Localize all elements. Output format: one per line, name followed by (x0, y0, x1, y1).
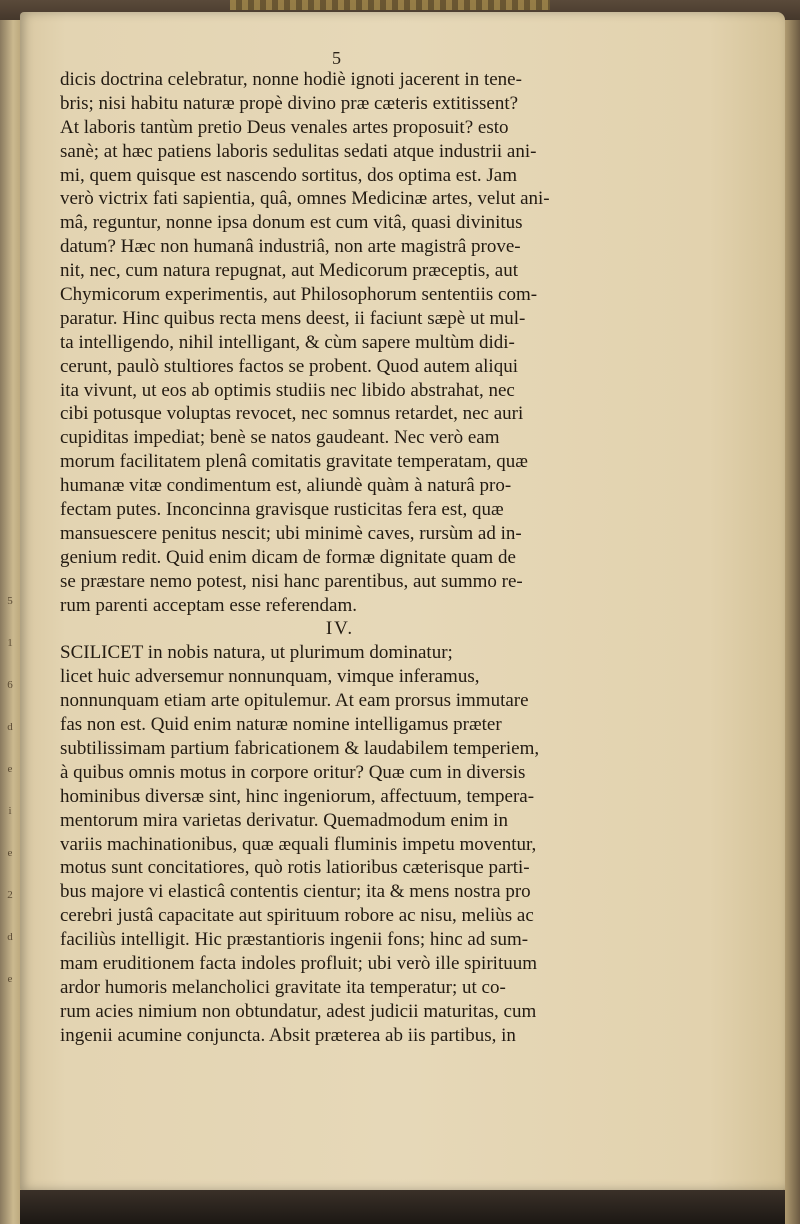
edge-mark: e (7, 973, 13, 985)
edge-mark: e (7, 847, 13, 859)
text-line: fas non est. Quid enim naturæ nomine intelligamus præter (60, 714, 502, 736)
edge-mark: i (8, 805, 12, 817)
edge-mark: 2 (7, 889, 13, 901)
edge-mark: 1 (7, 637, 13, 649)
text-line: se præstare nemo potest, nisi hanc parentibus, aut summo re- (60, 570, 523, 592)
text-line: mam eruditionem facta indoles profluit; ubi verò ille spirituum (60, 952, 538, 974)
text-line: rum acies nimium non obtundatur, adest judicii maturitas, cum (60, 1000, 537, 1022)
book-page (20, 12, 785, 1190)
text-line: cibi potusque voluptas revocet, nec somnus retardet, nec auri (60, 403, 524, 425)
text-line: Chymicorum experimentis, aut Philosophorum sententiis com- (60, 284, 538, 306)
text-line: licet huic adversemur nonnunquam, vimque inferamus, (60, 666, 480, 688)
text-line: fectam putes. Inconcinna gravisque rusticitas fera est, quæ (60, 499, 504, 521)
text-line: variis machinationibus, quæ æquali fluminis impetu moventur, (60, 833, 537, 855)
text-line: verò victrix fati sapientia, quâ, omnes Medicinæ artes, velut ani- (60, 188, 550, 210)
text-line: mentorum mira varietas derivatur. Quemadmodum enim in (60, 809, 508, 831)
facing-page-edge (0, 20, 22, 1224)
text-line: cerebri justâ capacitate aut spirituum robore ac nisu, meliùs ac (60, 905, 534, 927)
text-line: bus majore vi elasticâ contentis cientur; ita & mens nostra pro (60, 881, 531, 903)
section-heading: IV. (325, 618, 355, 640)
text-line: faciliùs intelligit. Hic præstantioris ingenii fons; hinc ad sum- (60, 929, 529, 951)
text-line: ardor humoris melancholici gravitate ita temperatur; ut co- (60, 976, 506, 998)
text-line: cupiditas impediat; benè se natos gaudeant. Nec verò eam (60, 427, 500, 449)
edge-mark: e (7, 763, 13, 775)
text-line: humanæ vitæ condimentum est, aliundè quàm à naturâ pro- (60, 475, 512, 497)
text-line: paratur. Hinc quibus recta mens deest, ii faciunt sæpè ut mul- (60, 307, 526, 329)
text-line: à quibus omnis motus in corpore oritur? Quæ cum in diversis (60, 761, 526, 783)
text-line: ita vivunt, ut eos ab optimis studiis nec libido abstrahat, nec (60, 379, 515, 401)
text-line: SCILICET in nobis natura, ut plurimum dominatur; (60, 642, 453, 664)
text-line: mansuescere penitus nescit; ubi minimè caves, rursùm ad in- (60, 522, 522, 544)
text-line: motus sunt concitatiores, quò rotis latioribus cæterisque parti- (60, 857, 530, 879)
text-line: mi, quem quisque est nascendo sortitus, dos optima est. Jam (60, 164, 518, 186)
text-line: mâ, reguntur, nonne ipsa donum est cum vitâ, quasi divinitus (60, 212, 523, 234)
text-line: ta intelligendo, nihil intelligant, & cùm sapere multùm didi- (60, 331, 515, 353)
text-line: At laboris tantùm pretio Deus venales artes proposuit? esto (60, 116, 509, 138)
text-line: nonnunquam etiam arte opitulemur. At eam prorsus immutare (60, 690, 529, 712)
text-line: dicis doctrina celebratur, nonne hodiè ignoti jacerent in tene- (60, 69, 522, 90)
text-line: hominibus diversæ sint, hinc ingeniorum, affectuum, tempera- (60, 785, 535, 807)
edge-mark: d (7, 931, 13, 943)
edge-mark: 5 (7, 595, 13, 607)
text-line: bris; nisi habitu naturæ propè divino præ cæteris extitissent? (60, 92, 519, 114)
text-line: nit, nec, cum natura repugnat, aut Medicorum præceptis, aut (60, 260, 518, 282)
edge-mark: d (7, 721, 13, 733)
section-paragraph (60, 641, 620, 1047)
text-line: subtilissimam partium fabricationem & laudabilem temperiem, (60, 737, 540, 759)
page-number: 5 (332, 48, 341, 68)
edge-mark: 6 (7, 679, 13, 691)
text-line: rum parenti acceptam esse referendam. (60, 594, 357, 616)
binding-ornament (230, 0, 550, 10)
body-paragraph (60, 68, 620, 617)
text-line: sanè; at hæc patiens laboris sedulitas sedati atque industrii ani- (60, 140, 537, 162)
page-text (60, 68, 620, 1048)
text-line: genium redit. Quid enim dicam de formæ dignitate quam de (60, 546, 516, 568)
facing-page-marks (2, 580, 18, 1000)
text-line: ingenii acumine conjuncta. Absit præterea ab iis partibus, in (60, 1024, 516, 1046)
page-stack-edge (784, 20, 800, 1224)
text-line: morum facilitatem plenâ comitatis gravitate temperatam, quæ (60, 451, 528, 473)
text-line: cerunt, paulò stultiores factos se probent. Quod autem aliqui (60, 355, 518, 377)
book-shadow (20, 1190, 785, 1224)
text-line: datum? Hæc non humanâ industriâ, non arte magistrâ prove- (60, 236, 521, 258)
